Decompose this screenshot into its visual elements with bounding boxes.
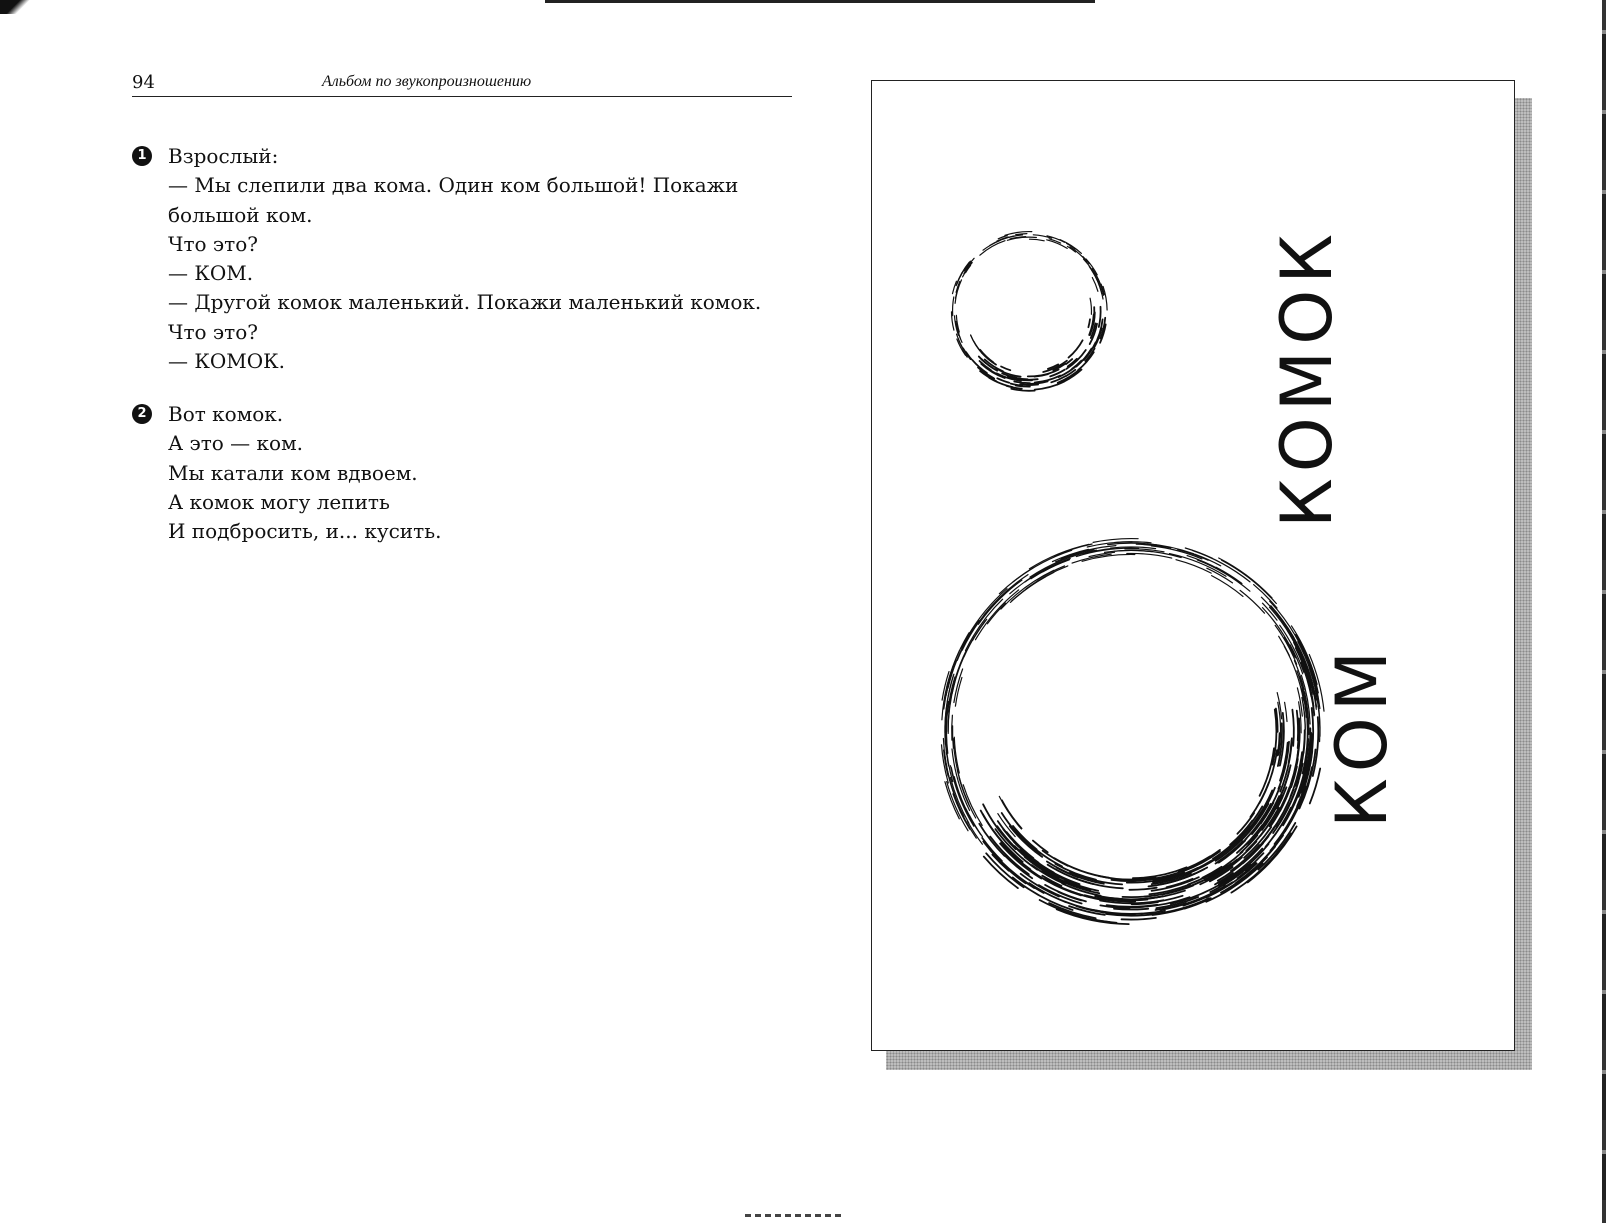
sketch-stroke — [1114, 909, 1148, 910]
text-line: — КОМОК. — [168, 349, 285, 374]
text-line: — КОМ. — [168, 261, 254, 286]
sketch-stroke — [1001, 367, 1010, 371]
word-komok: КОМОК — [1266, 228, 1348, 528]
sketch-stroke — [1088, 319, 1090, 327]
sketch-stroke — [1240, 590, 1264, 613]
sketch-stroke — [1099, 307, 1101, 327]
poem-line: И подбросить, и... кусить. — [168, 519, 442, 544]
poem-line: А комок могу лепить — [168, 489, 390, 514]
text-line: — Мы слепили два кома. Один ком большой! Покажи — [168, 173, 739, 198]
poem-line: Мы катали ком вдвоем. — [168, 460, 418, 485]
sketch-stroke — [1122, 918, 1156, 920]
sketch-stroke — [1176, 560, 1211, 573]
number-marker-2: 2 — [132, 404, 152, 424]
scan-corner-artifact — [0, 0, 36, 14]
big-snowball-drawing — [942, 539, 1325, 925]
sketch-stroke — [1285, 702, 1287, 721]
poem-line: А это — ком. — [168, 431, 303, 456]
running-title: Альбом по звукопроизношению — [322, 73, 532, 90]
sketch-stroke — [1129, 888, 1156, 890]
sketch-stroke — [1011, 389, 1034, 391]
picture-card — [871, 80, 1515, 1051]
sketch-stroke — [1070, 247, 1087, 262]
sketch-stroke — [1193, 551, 1250, 582]
sketch-stroke — [1254, 585, 1277, 608]
exercise-1-text — [168, 142, 808, 376]
poem-line: Вот комок. — [168, 402, 284, 426]
page-number: 94 — [132, 72, 155, 93]
text-line: Что это? — [168, 319, 258, 344]
scan-bottom-mark — [745, 1214, 845, 1217]
sketch-stroke — [1103, 287, 1107, 311]
scan-top-edge — [545, 0, 1095, 3]
running-head — [132, 68, 792, 97]
sketch-stroke — [1212, 576, 1243, 597]
sketch-stroke — [1030, 239, 1045, 241]
text-line: — Другой комок маленький. Покажи маленький комок. — [168, 290, 762, 315]
scan-right-edge — [1602, 0, 1606, 1223]
text-line: большой ком. — [168, 202, 313, 227]
exercise-2-poem — [168, 400, 808, 546]
sketch-stroke — [1020, 384, 1032, 385]
number-marker-1: 1 — [132, 146, 152, 166]
snowballs-illustration — [872, 81, 1516, 1052]
sketch-stroke — [1092, 269, 1100, 285]
sketch-stroke — [954, 669, 963, 703]
sketch-stroke — [1275, 625, 1297, 664]
sketch-stroke — [971, 335, 982, 353]
small-snowball-drawing — [952, 232, 1108, 391]
word-kom: КОМ — [1321, 644, 1403, 828]
sketch-stroke — [1016, 234, 1027, 235]
sketch-stroke — [1277, 834, 1291, 854]
text-line: Взрослый: — [168, 144, 279, 168]
sketch-stroke — [1014, 382, 1030, 384]
sketch-stroke — [1069, 340, 1083, 357]
sketch-stroke — [964, 258, 974, 271]
sketch-stroke — [1298, 720, 1299, 748]
text-line: Что это? — [168, 231, 258, 256]
sketch-stroke — [980, 241, 1005, 256]
sketch-stroke — [953, 297, 954, 316]
sketch-stroke — [1090, 298, 1091, 314]
